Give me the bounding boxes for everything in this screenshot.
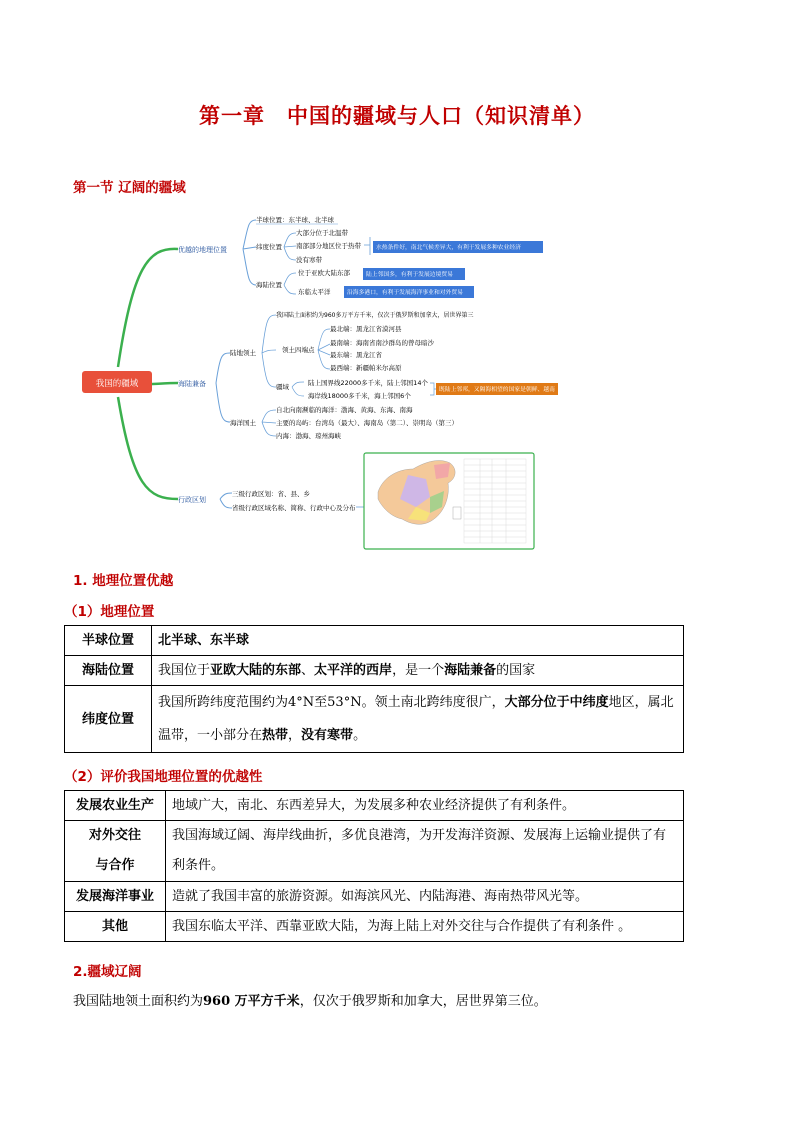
cell-key: 海陆位置 — [65, 656, 152, 686]
mm-border-a: 陆上国界线22000多千米，陆上邻国14个 — [308, 379, 428, 387]
table-row — [65, 791, 684, 821]
mm-lat-a: 大部分位于北温带 — [296, 229, 348, 237]
location-table — [64, 625, 684, 753]
mm-sea-b: 东临太平洋 — [298, 288, 331, 296]
mm-ocean-c: 内海：渤海、琼州海峡 — [276, 432, 341, 440]
cell-value: 我国所跨纬度范围约为4°N至53°N。领土南北跨纬度很广，大部分位于中纬度地区，属北温带，一小部分在热带，没有寒带。 — [152, 686, 684, 753]
advantage-table — [64, 790, 684, 942]
china-map-thumbnail — [364, 453, 534, 549]
mm-west: 最西端：新疆帕米尔高原 — [330, 364, 402, 372]
mm-border-note: 既陆上邻邦，又隔海相望的国家是朝鲜、越南 — [439, 387, 555, 393]
mm-lat-c: 没有寒带 — [296, 256, 322, 264]
mm-admin-b: 省级行政区域名称、简称、行政中心及分布 — [232, 504, 356, 512]
branch-location: 优越的地理位置 — [178, 246, 227, 254]
mind-map — [78, 207, 558, 555]
mm-land-area: 我国陆土面积约为960多万平方千米，仅次于俄罗斯和加拿大，居世界第三 — [276, 312, 474, 319]
mm-admin-a: 三级行政区划：省、县、乡 — [232, 490, 310, 498]
mm-semi: 半球位置：东半球、北半球 — [256, 216, 334, 224]
paragraph: 我国陆地领土面积约为960 万平方千米，仅次于俄罗斯和加拿大，居世界第三位。 — [73, 994, 547, 1009]
cell-key: 半球位置 — [65, 626, 152, 656]
mm-border: 疆域 — [276, 383, 289, 391]
mm-sea-a-note: 陆上邻国多，有利于发展边境贸易 — [366, 272, 453, 278]
mm-ocean-b: 主要的岛屿：台湾岛（最大）、海南岛（第二）、崇明岛（第三） — [276, 419, 458, 427]
cell-key: 对外交往 与合作 — [65, 821, 166, 882]
mm-pts: 领土四端点 — [282, 346, 315, 354]
mm-border-b: 海岸线18000多千米，海上邻国6个 — [308, 392, 411, 400]
mm-ocean: 海洋国土 — [230, 419, 256, 427]
mm-north: 最北端：黑龙江省漠河县 — [330, 325, 402, 333]
table-row — [65, 656, 684, 686]
mm-sea-b-note: 沿海多港口，有利于发展海洋事业和对外贸易 — [347, 290, 463, 296]
cell-value: 我国位于亚欧大陆的东部、太平洋的西岸，是一个海陆兼备的国家 — [152, 656, 684, 686]
mm-south: 最南端：海南省南沙群岛的曾母暗沙 — [330, 339, 434, 347]
mm-lat-b: 南部部分地区位于热带 — [296, 242, 361, 250]
table-row — [65, 626, 684, 656]
root-label: 我国的疆域 — [95, 379, 139, 389]
mm-land: 陆地领土 — [230, 349, 256, 357]
branch-land-sea: 海陆兼备 — [178, 380, 206, 388]
cell-value: 我国东临太平洋、西靠亚欧大陆，为海上陆上对外交往与合作提供了有利条件 。 — [166, 912, 684, 942]
cell-key: 发展海洋事业 — [65, 882, 166, 912]
cell-key: 发展农业生产 — [65, 791, 166, 821]
cell-value: 造就了我国丰富的旅游资源。如海滨风光、内陆海港、海南热带风光等。 — [166, 882, 684, 912]
page-title: 第一章 中国的疆域与人口（知识清单） — [199, 104, 595, 128]
cell-key: 其他 — [65, 912, 166, 942]
table-row — [65, 882, 684, 912]
mm-sea: 海陆位置 — [256, 281, 282, 289]
mm-sea-a: 位于亚欧大陆东部 — [298, 269, 350, 277]
mm-lat-note: 水热条件好，南北气候差异大，有利于发展多种农业经济 — [376, 245, 521, 251]
cell-value: 地域广大，南北、东西差异大，为发展多种农业经济提供了有利条件。 — [166, 791, 684, 821]
table-row — [65, 912, 684, 942]
cell-key: 纬度位置 — [65, 686, 152, 753]
branch-admin: 行政区划 — [178, 496, 206, 504]
heading-1: 1. 地理位置优越 — [73, 573, 174, 589]
heading-1-2: （2）评价我国地理位置的优越性 — [64, 769, 263, 785]
cell-value: 我国海域辽阔、海岸线曲折，多优良港湾，为开发海洋资源、发展海上运输业提供了有利条件。 — [166, 821, 684, 882]
section-heading: 第一节 辽阔的疆域 — [73, 180, 186, 196]
table-row — [65, 686, 684, 753]
mm-ocean-a: 自北向南濒临的海洋：渤海、黄海、东海、南海 — [276, 406, 413, 414]
mm-lat: 纬度位置 — [256, 243, 282, 251]
heading-1-1: （1）地理位置 — [64, 604, 155, 620]
table-row — [65, 821, 684, 882]
mm-east: 最东端：黑龙江省 — [330, 351, 382, 359]
cell-value: 北半球、东半球 — [152, 626, 684, 656]
heading-2: 2.疆域辽阔 — [73, 964, 142, 980]
